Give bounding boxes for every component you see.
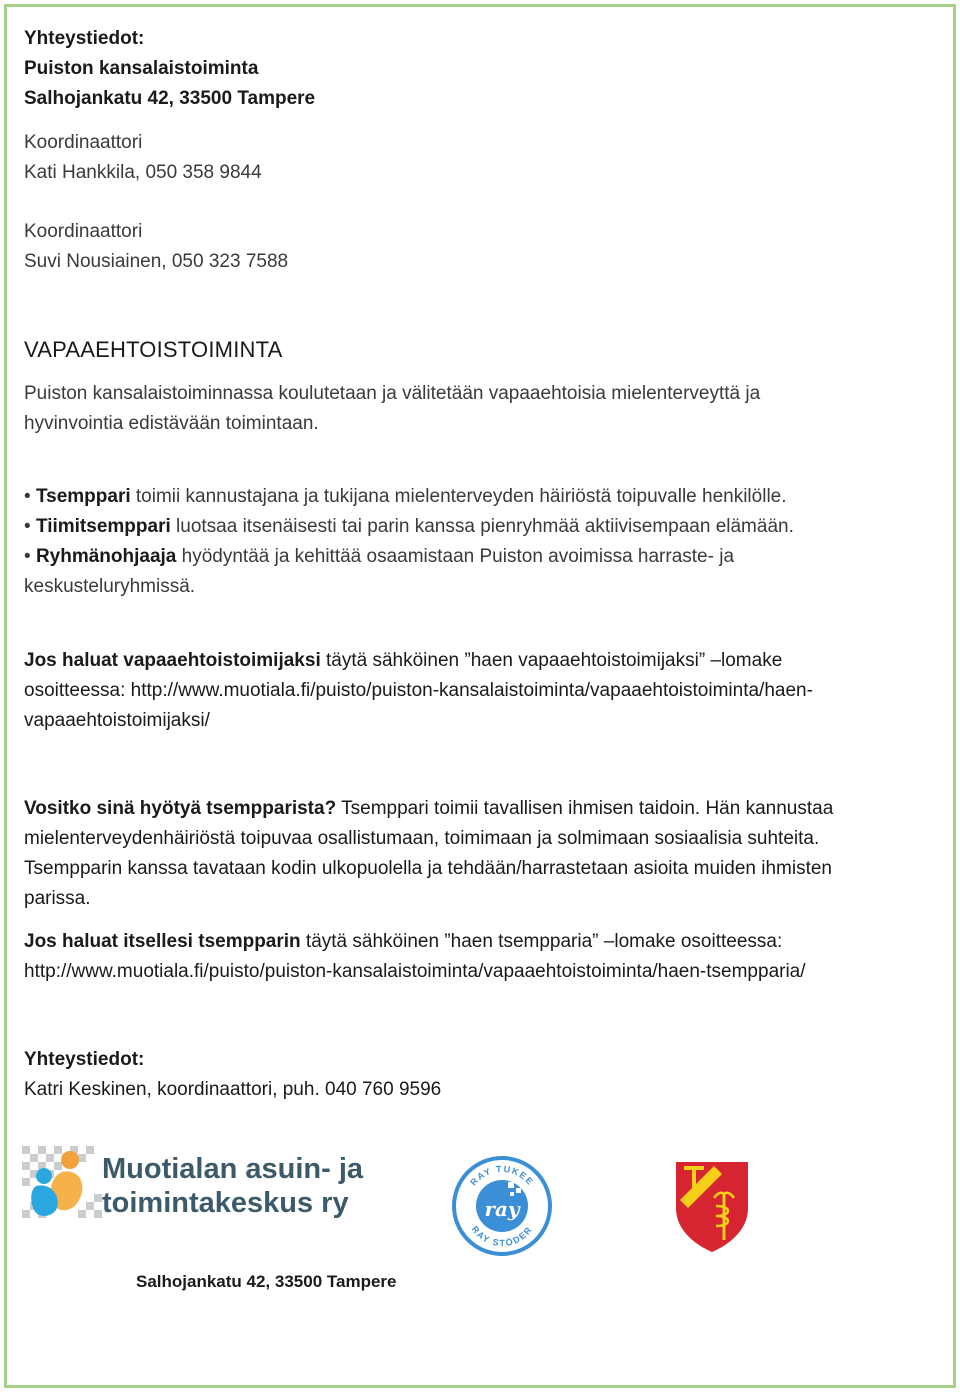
contact-org: Puiston kansalaistoiminta xyxy=(24,58,259,79)
list-item xyxy=(24,512,936,542)
coordinator-1-role: Koordinaattori xyxy=(24,132,143,153)
volunteer-roles-list xyxy=(24,482,936,602)
tsemppari-apply-line-1 xyxy=(24,927,936,957)
volunteer-apply xyxy=(24,646,936,736)
volunteer-intro-line-1: Puiston kansalaistoiminnassa koulutetaan ja välitetään vapaaehtoisia mielenterveyttä ja xyxy=(24,383,761,404)
bullet-icon: • xyxy=(24,516,31,537)
coordinator-2-info: Suvi Nousiainen, 050 323 7588 xyxy=(24,251,289,272)
contact-2-person: Katri Keskinen, koordinaattori, puh. 040 760 9596 xyxy=(24,1079,442,1100)
ray-dot-icon xyxy=(508,1182,514,1188)
volunteer-apply-url-line-1[interactable]: osoitteessa: http://www.muotiala.fi/puisto/puiston-kansalaistoiminta/vapaaehtoistoiminta/haen- xyxy=(24,680,813,701)
ray-logo xyxy=(450,1154,554,1258)
muotiala-name-line-2: toimintakeskus ry xyxy=(102,1187,349,1219)
tsemppari-line-4: parissa. xyxy=(24,888,91,909)
ray-dot-icon xyxy=(516,1188,521,1193)
ray-top-text-path: RAY TUKEE xyxy=(468,1163,536,1188)
volunteer-apply-lead: Jos haluat vapaaehtoistoimijaksi xyxy=(24,650,321,671)
tsemppari-line-1 xyxy=(24,794,936,824)
bullet-icon: • xyxy=(24,486,31,507)
volunteer-apply-text: täytä sähköinen ”haen vapaaehtoistoimijaksi” –lomake xyxy=(320,650,783,671)
tsemppari-apply-lead: Jos haluat itsellesi tsempparin xyxy=(24,931,301,952)
tsemppari-line-2: mielenterveydenhäiriöstä toipuvaa osallistumaan, toimimaan ja solmimaan sosiaalisia suhteita. xyxy=(24,828,820,849)
list-item-continuation: keskusteluryhmissä. xyxy=(24,576,196,597)
logos-row xyxy=(22,1146,934,1266)
muotiala-name-line-1: Muotialan asuin- ja xyxy=(102,1153,364,1185)
coordinator-2-role: Koordinaattori xyxy=(24,221,143,242)
contact-address: Salhojankatu 42, 33500 Tampere xyxy=(24,88,316,109)
contact-2-block xyxy=(24,1045,936,1105)
ray-bottom-text-path: RAY STÖDER xyxy=(469,1224,535,1249)
volunteer-apply-url-line-2[interactable]: vapaaehtoistoimijaksi/ xyxy=(24,710,210,731)
ray-dot-icon xyxy=(510,1192,514,1196)
tsemppari-line-3: Tsempparin kanssa tavataan kodin ulkopuolella ja tehdään/harrastetaan asioita muiden ihmisten xyxy=(24,858,833,879)
tsemppari-apply xyxy=(24,927,936,987)
role-description: toimii kannustajana ja tukijana mielenterveyden häiriöstä toipuvalle henkilölle. xyxy=(130,486,787,507)
coordinator-1-info: Kati Hankkila, 050 358 9844 xyxy=(24,162,262,183)
footer-address: Salhojankatu 42, 33500 Tampere xyxy=(136,1272,397,1291)
list-item xyxy=(24,482,936,512)
volunteer-intro xyxy=(24,379,936,439)
volunteer-heading-wrap xyxy=(24,335,936,365)
role-description: hyödyntää ja kehittää osaamistaan Puiston avoimissa harraste- ja xyxy=(176,546,735,567)
tsemppari-question: Vositko sinä hyötyä tsempparista? xyxy=(24,798,337,819)
contact-2-label: Yhteystiedot: xyxy=(24,1049,145,1070)
role-term: Tiimitsemppari xyxy=(35,516,171,537)
bullet-icon: • xyxy=(24,546,31,567)
role-term: Tsemppari xyxy=(35,486,131,507)
role-term: Ryhmänohjaaja xyxy=(35,546,177,567)
muotiala-figure-head-blue xyxy=(36,1168,52,1184)
tsemppari-apply-url[interactable]: http://www.muotiala.fi/puisto/puiston-kansalaistoiminta/vapaaehtoistoiminta/haen-tsempparia/ xyxy=(24,961,806,982)
list-item xyxy=(24,542,936,572)
muotiala-figure-head-orange xyxy=(61,1151,79,1169)
contact-label: Yhteystiedot: xyxy=(24,28,145,49)
contact-block xyxy=(24,24,936,114)
coordinator-2 xyxy=(24,217,936,277)
tsemppari-apply-text: täytä sähköinen ”haen tsempparia” –lomake osoitteessa: xyxy=(300,931,783,952)
volunteer-apply-line-1 xyxy=(24,646,936,676)
tsemppari-section xyxy=(24,794,936,914)
muotiala-logo xyxy=(22,1146,372,1222)
coordinator-1 xyxy=(24,128,936,188)
ray-center-text: ray xyxy=(484,1197,520,1221)
tsemppari-intro: Tsemppari toimii tavallisen ihmisen taidoin. Hän kannustaa xyxy=(336,798,834,819)
volunteer-intro-line-2: hyvinvointia edistävään toimintaan. xyxy=(24,413,319,434)
tampere-coat-of-arms xyxy=(674,1160,750,1254)
role-description: luotsaa itsenäisesti tai parin kanssa pienryhmää aktiivisempaan elämään. xyxy=(170,516,794,537)
volunteer-heading: VAPAAEHTOISTOIMINTA xyxy=(24,337,283,362)
